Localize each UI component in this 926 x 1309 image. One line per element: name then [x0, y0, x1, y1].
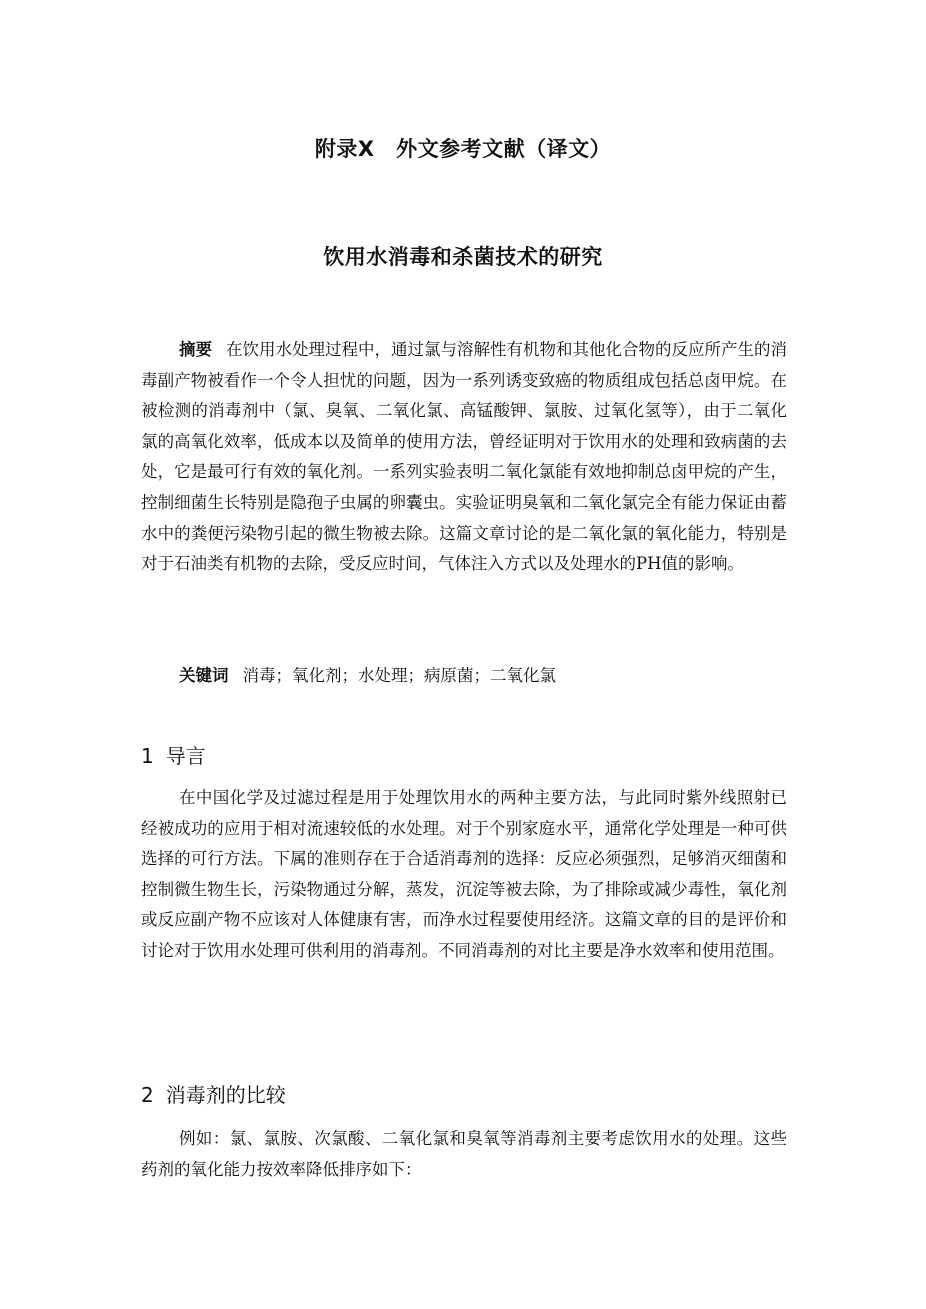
paragraph: 在中国化学及过滤过程是用于处理饮用水的两种主要方法，与此同时紫外线照射已经被成功的应用于相对流速较低的水处理。对于个别家庭水平，通常化学处理是一种可供选择的可行方法。下属的准则存在于合适消毒剂的选择：反应必须强烈，足够消灭细菌和控制微生物生长，污染物通过分解，蒸发，沉淀等被去除，为了排除或减少毒性，氧化剂或反应副产物不应该对人体健康有害，而净水过程要使用经济。这篇文章的目的是评价和讨论对于饮用水处理可供利用的消毒剂。不同消毒剂的对比主要是净水效率和使用范围。: [141, 788, 787, 960]
section-number: 1: [141, 744, 154, 768]
article-title: 饮用水消毒和杀菌技术的研究: [323, 245, 603, 269]
paragraph: 例如：氯、氯胺、次氯酸、二氧化氯和臭氧等消毒剂主要考虑饮用水的处理。这些药剂的氧化能力按效率降低排序如下：: [141, 1129, 787, 1179]
comparison-body: [141, 1124, 787, 1185]
keywords-text: 消毒；氧化剂；水处理；病原菌；二氧化氯: [242, 666, 556, 685]
section-heading-introduction: [141, 741, 206, 771]
abstract-text: 在饮用水处理过程中，通过氯与溶解性有机物和其他化合物的反应所产生的消毒副产物被看作一个令人担忧的问题，因为一系列诱变致癌的物质组成包括总卤甲烷。在被检测的消毒剂中（氯、臭氧、二氧化氯、高锰酸钾、氯胺、过氧化氢等），由于二氧化氯的高氧化效率，低成本以及简单的使用方法，曾经证明对于饮用水的处理和致病菌的去处，它是最可行有效的氧化剂。一系列实验表明二氧化氯能有效地抑制总卤甲烷的产生，控制细菌生长特别是隐孢子虫属的卵囊虫。实验证明臭氧和二氧化氯完全有能力保证由蓄水中的粪便污染物引起的微生物被去除。这篇文章讨论的是二氧化氯的氧化能力，特别是对于石油类有机物的去除，受反应时间，气体注入方式以及处理水的PH值的影响。: [141, 340, 787, 574]
section-title: 消毒剂的比较: [165, 1083, 286, 1107]
section-number: 2: [141, 1083, 154, 1107]
section-heading-disinfectant-comparison: [141, 1080, 286, 1110]
appendix-title: 附录Ⅹ 外文参考文献（译文）: [314, 137, 612, 161]
abstract-label: 摘要: [179, 340, 212, 359]
keywords-block: [141, 661, 787, 692]
keywords-paragraph: [141, 661, 787, 692]
introduction-body: [141, 783, 787, 967]
abstract-paragraph: [141, 335, 787, 580]
section-title: 导言: [165, 744, 206, 768]
abstract-block: [141, 335, 787, 580]
keywords-label: 关键词: [179, 666, 229, 685]
